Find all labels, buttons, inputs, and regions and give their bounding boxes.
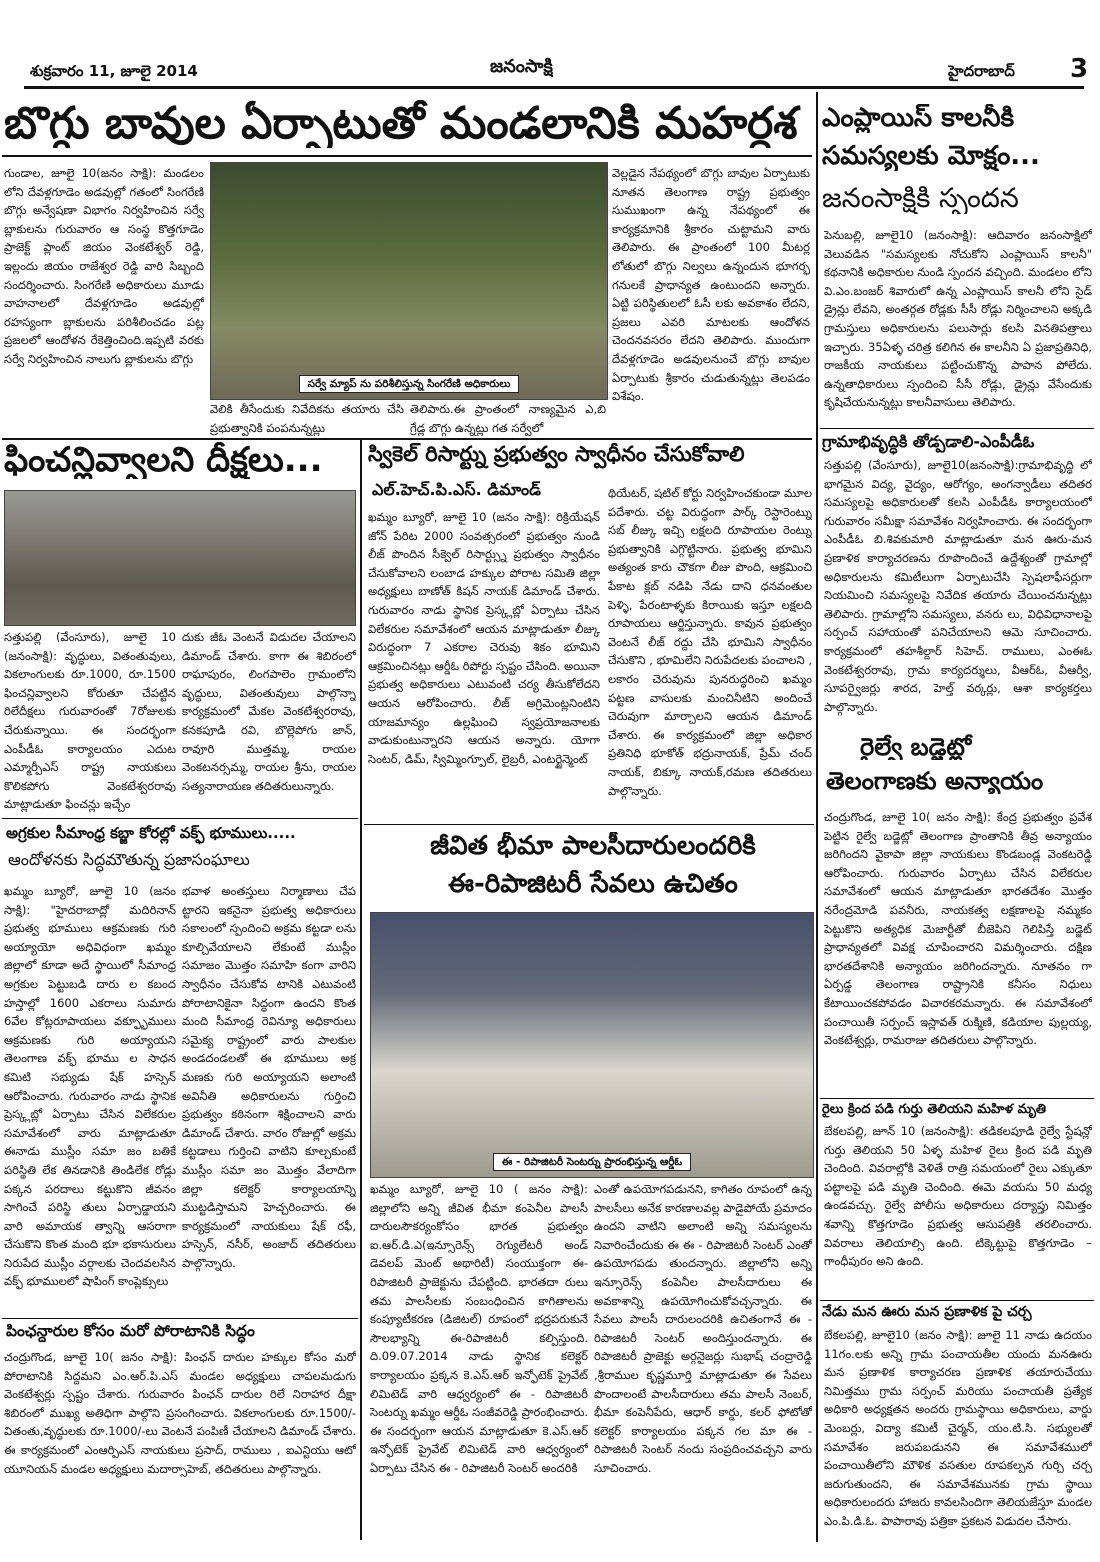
story-right3-headline-2: తెలంగాణకు అన్యాయం <box>826 768 1044 795</box>
story3-rule <box>364 824 814 825</box>
story-right1-headline-1: ఎంప్లాయిస్ కాలనీకి <box>822 104 1015 133</box>
story5-body: చంద్రుగొండ, జూలై 10( జనం సాక్షి): పింఛన్ దారుల హక్కుల కోసం మరో పోరాటానికి సిద్దమని ఎం.ఆర్.పి.ఎస్ మండల అధ్యక్షులు చాపలమడుగు వెంకటేశ్వర్లు స్పష్టం చేశారు. గురువారం పింఛన్ దారుల రిలే నిరాహార దీక్షా శిబిరంలో ముఖ్య అతిధిగా పాల్గొని ప్రసంగించారు. వికలాంగులకు రూ.1500/- వితంతు,వృద్ధులకు రూ.1000/-లు వెంటనే పంపిణీ చేయాలని డిమాండ్ చేశారు. ఈ కార్యక్రమంలో ఎంఆర్పిఎస్ నాయకులు ప్రసాద్, రాములు , ఐఎన్టియు ఆటో యూనియన్ మండల అధ్యక్షులు మదార్సాహెబ్, తదితరులు పాల్గొన్నారు. <box>4 1350 356 1476</box>
story3-column-1: ఖమ్మం బ్యూరో, జూలై 10 (జనం సాక్షి): రిక్రియేషన్ జోన్ పేరిట 2000 సంవత్సరంలో ప్రభుత్వం నుండి లీజ్ పొందిన సీక్వెల్ రిసార్ట్స్ను ప్రభుత్వం స్వాధీనం చేసుకోవాలని లంబాడ హక్కుల పోరాట సమితి జిల్లా అధ్యక్షులు బాణోత్ కిషన్ నాయక్ డిమాండ్ చేశారు. గురువారం నాడు స్థానిక ప్రెస్క్లబ్లో ఏర్పాటు చేసిన విలేకరుల సమావేశంలో ఆయన మాట్లాడుతూ లీజ్కు విరుద్ధంగా 7 ఎకరాల చెరువు శికం భూమిని ఆక్రమించినట్లు ఆర్డీఓ రిపోర్టు స్పష్టం చేసింది. అయినా ప్రభుత్వ అధికారులు ఎటువంటి చర్య తీసుకోలేదని ఆయన ఆరోపించారు. లీజ్ అగ్రిమెంట్లనింటిని యాజమాన్యం ఉల్లఘించి స్వప్రయోజనాలకు వాడుకుంటున్నారని ఆయన అన్నారు. యోగా సెంటర్, డిమ్, స్విమ్మింగ్పూల్, లైబ్రరీ, ఎంటర్టైన్మెంట్ <box>368 510 600 766</box>
story4-headline: అగ్రకుల సీమాంధ్ర కబ్జా కోరల్లో వక్ఫ్ భూములు..... <box>6 824 296 842</box>
issue-date: శుక్రవారం 11, జూలై 2014 <box>30 62 198 80</box>
story-right4-headline: రైలు క్రింద పడి గుర్తు తెలియని మహిళ మృతి <box>822 1102 1047 1117</box>
story4-column-2: భవాళ అంతస్తులు నిర్మాణాలు చేప ట్టారని ఇకనైనా ప్రభుత్వ అధికారులు సకాలంలో స్పందించి అక్రమ కట్టడా లను కూల్చివేయాలని లేకుంటే ముస్లీం సమాజం మొత్తం సమాహి కంగా వారిని స్వాధీనం చేసుకోవ టానికి ఎటువంటి పోరాటానికైనా సిద్ధంగా ఉందని కొంత మంది సీమాంధ్ర రెవిన్యూ అధికారులు సమైక్య రాష్ట్రంలో వారు పాలకుల అండదండలతో ఈ భూములు అక్ర మణకు గురి అయ్యాయని అలాంటి అవినీతి అధికారులను గుర్తించి ప్రభుత్వం కఠినంగా శిక్షించాలని వారు డిమాండ్ చేశారు. వారం రోజుల్లో అక్రమ కట్టడాలు గుర్తించి వాటిని కూల్చకుంటే ముస్లీం సమా జం మొత్తం వేలాదిగా జిల్లా కలెక్టర్ కార్యాలయాన్ని ముట్టడిస్తామని హెచ్చరించారు. ఈ కార్యక్రమంలో నాయకులు షేక్ రఫీ, హస్సెన్, నసీర్, అంజాద్ తదితరులు పాల్గొన్నారు. <box>182 884 356 1270</box>
story-right5-body: బేకలపల్లి, జూలై10 (జనం సాక్షి): జూలై 11 నాడు ఉదయం 11గం.లకు అన్ని గ్రామ పంచాయతీల యందు మనఊరు మన ప్రణాళిక కార్యాచరణ ప్రణాళిక తయారుచేయు నిమిత్తము గ్రామ సర్పంచ్ మరియు పంచాయతీ ప్రత్యేక అధికారి అధ్యక్షతన అందరు గ్రామస్థాయి అధికారులు, వార్డు మెంబర్లు, విద్యా కమిటీ చైర్మన్, యం.టి.సి. సభ్యులతో సమావేశం జరుపబడునని ఈ సమావేశములో పంచాయితీలోని మౌళిక వసతుల రూపకల్పన గుర్చి చర్చ జరుగుతుందని, ఈ సమావేశమునకు గ్రామ స్థాయి అధికారులందరు హాజరు కావలసిందిగా తెలియజేస్తూ మండల ఎం.పి.డి.ఓ. పాపారావు పత్రికా ప్రకటన విడుదల చేసారు. <box>824 1328 1092 1528</box>
story-right2-headline: గ్రామాభివృద్ధికి తోడ్పడాలి-ఎంపీడీఓ <box>822 432 1035 451</box>
story6-photo <box>370 912 814 1178</box>
story1-headline: బొగ్గు బావుల ఏర్పాటుతో మండలానికి మహర్దశ <box>4 100 798 149</box>
story6-headline-1: జీవిత భీమా పాలసీదారులందరికి <box>430 832 756 861</box>
story6-headline-2: ఈ-రిపాజిటరీ సేవలు ఉచితం <box>448 870 738 899</box>
story-right3-body: చంద్రుగొండ, జూలై 10( జనం సాక్షి): కేంద్ర ప్రభుత్వం ప్రవేశ పెట్టిన రైల్వే బడ్జెట్లో తెలంగాణ ప్రాంతానికి తీవ్ర అన్యాయం జరిగిందని వైకాపా జిల్లా నాయకులు కొండబండ్ల వెంకటరెడ్డి ఆరోపించారు. గురువారం ఏర్పాటు చేసిన విలేకరుల సమావేశంలో ఆయన మాట్లాడుతూ భారతదేశం మొత్తం నరేంద్రమోడి పవనీరు, నాయకత్వ లక్షణాలపై నమ్మకం పెట్టుకొని అత్యధిక మెజార్టీతో బీజెపిని గెలిపిస్తే బడ్జెట్ ప్రాధాన్యతలో వివక్ష చూపించారని విమర్శించారు. దక్షిణ భారతదేశానికి అన్యాయం జరిగిందన్నారు. నూతనం గా ఏర్పడ్డ తెలంగాణ రాష్ట్రానికి కనీసం నిధులు కేటాయించకపోవడం విచారకరమన్నారు. ఈ సమావేశంలో పంచాయితీ సర్పంచ్ ఇస్లావత్ రుక్మిణి, కడియాల పుల్లయ్య, వెంకటేశ్వర్లు, రామరాజు తదితరులు పాల్గొన్నారు. <box>824 810 1092 1048</box>
story-right4-body: బేకలపల్లి, జూన్ 10 (జనంసాక్షి): తడికలపూడి రైల్వే స్టేషన్లో గుర్తు తెలియని 50 ఏళ్ళ మహిళ రైలు క్రింద పడి మృతి చెందింది. వివరాల్లోకి వెళితే రాత్రి సమయంలో రైలు ఎక్కుతూ పట్టాలపై పడి మృతి చెందింది. ఈమె వయసు 50 మధ్య ఉండవచ్చు. రైల్వే పోలీసు అధికారులు దర్యాప్తు నిమిత్తం శవాన్ని కొత్తగూడెం ప్రభుత్వ ఆసుపత్రికి తరలించారు. వివరాలు తెలియాల్సి ఉంది. టిక్కెట్టుపై కొత్తగూడెం – గాంధీపురం అని ఉంది. <box>824 1124 1092 1269</box>
right-column-divider <box>816 92 818 1542</box>
story1-column-1: గుండాల, జూలై 10(జనం సాక్షి): మండలం లోని దేవళ్లగూడెం అడవుల్లో గతంలో సింగరేణి బొగ్గు అన్వేషణా విభాగం నిర్వహించిన సర్వే బ్లాకులను గురువారం ఆ సంస్థ కొత్తగూడెం ప్రాజెక్ట్ ప్లాంట్ జియం వెంకటేశ్వర్ రెడ్డి, ఇల్లందు జియం రాజేశ్వర రెడ్డి వారి సిబ్బంది సందర్శించారు. సింగరేణి అధికారులు మూడు వాహనాలలో దేవళ్లగూడెం అడవుల్లో రహస్యంగా బ్లాకులను పరిశీలించడం పట్ల ప్రజలలో ఆందోళన రేకెత్తించింది.ఇప్పటి వరకు సర్వే నిర్వహించిన నాలుగు బ్లాకులను బొగ్గు <box>4 166 204 366</box>
story1-below-photo-b: తెలిపారు.ఈ ప్రాంతంలో నాణ్యమైన ఎ,బి గ్రేడ్ల బొగ్గు ఉన్నట్లు గత సర్వేలో <box>410 402 606 435</box>
story1-photo-caption: సర్వే మ్యాప్ ను పరిశీలిస్తున్న సింగరేణి అధికారులు <box>299 375 520 393</box>
story4-rule <box>2 1318 358 1319</box>
story-right3-headline-1: రైల్వే బడ్జెట్లో <box>860 734 972 761</box>
story-right1-headline-2: సమస్యలకు మోక్షం... <box>822 142 1040 171</box>
story1-bottom-rule <box>2 438 812 440</box>
story6-photo-caption: ఈ - రిపాజిటరీ సెంటర్ను ప్రారంభిస్తున్న ఆర్డీఓ <box>493 1153 691 1171</box>
story2-column-2: దుకు జీఓ వెంటనే విడుదల చేయాలని డిమాండ్ చేశారు. కాగా ఈ శిబిరంలో రాఘాపురం, లింగపాలెం గ్రామంలోని వృద్ధులు, వితంతువులు పాల్గొన్నా కార్యక్రమంలో మేకల వెంకటేశ్వరరావు, కనకపూడి రవి, బొల్లెపోగు జాన్, రావూరి ముత్తమ్మ, రాయల వెంకటనర్సమ్మ, రాయల శ్రీను, రాయల సత్యనారాయణ తదితరులున్నారు. <box>182 630 356 793</box>
header-rule <box>24 86 1084 89</box>
story-right1-headline-3: జనంసాక్షికి స్పందన <box>822 184 1019 214</box>
newspaper-logo: జనంసాక్షి <box>490 56 553 77</box>
story3-column-2: థియేటర్, షటిల్ కోర్టు నిర్వహించకుండా మూల పదేశారు. చట్ట విరుద్ధంగా పార్క్ రెస్టారెంట్ను సబ్ లీజ్కు ఇచ్చి లక్షలది రూపాయల రెంట్ను ప్రభుత్వానికి ఎగ్గొట్టినారు. ప్రభుత్వ భూమిని అత్యంత కారు చౌకగా లీజు పొంది, ఆక్రమించి పేకాట క్లబ్ నడిపి నేడు దాని ధనవంతుల పెళ్ళి, పేరంటాళ్ళకు కిరాయికు ఇస్తూ లక్షలది రూపాయలు ఆర్జిస్తున్నారు. కావున ప్రభుత్వం వెంటనే లీజ్ రద్దు చేసి భూమిని స్వాధీనం చేసుకొని , భూమిలేని నిరుపేదలకు పంచాలని , లకారం చెరువును పునరుద్ధరించి ఖమ్మం పట్టణ వాసులకు మంచినీటిని అందించే చెరువుగా మార్చాలని ఆయన డిమాండ్ చేశారు. ఈ కార్యక్రమంలో జిల్లా అధికార ప్రతినిధి భూకోత్ భద్రునాయక్, ప్రేమ్ చంద్ నాయక్, బిక్కూ నాయక్,రమణ తదితరులు పాల్గొన్నారు. <box>608 486 812 798</box>
story1-below-photo-a: వెలికి తీసేందుకు నివేదికను తయారు చేసి ప్రభుత్వానికి పంపనున్నట్లు <box>210 402 404 435</box>
story-right5-headline: నేడు మన ఊరు మన ప్రణాళిక పై చర్చ <box>822 1304 1032 1320</box>
story6-column-2: ఎంతో ఉపయోగపడునని, కాగితం రూపంలో ఉన్న పాలసీలు అనేక కారణాలవల్ల పాడైపోయే ప్రమాదం ఉందని వాటిని అలాంటి అన్ని సమస్యలను నివారించేందుకు ఈ ఈ - రిపాజిటరీ సెంటర్ ఎంతో ఉపయోగపడు తుందన్నారు. జిల్లాలోని అన్ని ఇన్సూరెన్స్ కంపెనీల పాలసీదారులు ఈ అవకాశాన్ని ఉపయోగించుకోవచ్చన్నారు. ఈ సేవలు పాలసీ దారులందరికి ఉచితంగానే ఈ - రిపాజిటరీ సెంటర్ అందిస్తుందన్నారు. ఈ రిపాజిటరీ ప్రాజెక్టు అర్గనైజర్లు సుభాష్ చంద్రారెడ్డి ,శ్రీరాముల కృష్ణమూర్తి మాట్లాడుతూ ఈ సేవలు పొందాలంటే పాలసీదారులు తమ పాలసీ నెంబర్, భీమా కంపెనీపేరు, ఆధార్ కార్డు, కలర్ ఫోటోతో కలెక్టర్ కార్యాలయం పక్కన గల మా ఈ - రిపాజిటరీ సెంటర్ నందు సంప్రదించవచ్చని వారు సూచించారు. <box>594 1182 812 1475</box>
story1-underline <box>2 155 812 157</box>
story2-headline: ఫించన్లివ్వాలని దీక్షలు... <box>4 442 323 480</box>
story2-rule <box>2 818 358 819</box>
story-right1-rule <box>820 428 1094 429</box>
story6-column-1: ఖమ్మం బ్యూరో, జూలై 10 ( జనం సాక్షి): జిల్లాలోని అన్ని జీవిత భీమా కంపెనీల పాలసీ దారులసౌకర్యంకోసం భారత ప్రభుత్వం ఐ.ఆర్.డి.ఎ(ఇన్సూరెన్స్ రెగ్యులేటరీ అండ్ డెవలప్ మెంట్ అథారిటీ) సంయుక్తంగా ఈ-రిపాజిటరీ ప్రాజెక్టును చేపట్టింది. భారతదా రులు తమ పాలసీలకు సంబంధించిన కాగితాలను కంప్యూటీకరణ (డిజిటల్) రూపంలో భద్రపరుకునే సౌలభ్యాన్ని ఈ-రిపాజిటరీ కల్పిస్తుంది. ది.09.07.2014 నాడు స్థానిక కలెక్టర్ కార్యాలయం ప్రక్కన కె.ఎస్.ఆర్ ఇన్ఫోటెక్ ప్రైవేట్ లిమిటెడ్ వారి ఆధ్వర్యంలో ఈ - రిపాజిటరీ సెంటర్ను ఖమ్మం ఆర్డీఓ సంజీవరెడ్డి ప్రారంభించారు. ఈ సందర్భంగా ఆయన మాట్లాడుతూ కె.ఎస్.ఆర్ ఇన్ఫోటెక్ ప్రైవేట్ లిమిటెడ్ వారి ఆధ్వర్యంలో ఏర్పాటు చేసిన ఈ - రిపాజిటరీ సెంటర్ అందరికి <box>370 1182 588 1475</box>
edition-city: హైదరాబాద్ <box>948 62 1015 80</box>
story-right3-rule <box>820 1098 1094 1099</box>
story3-subhead: ఎల్.హెచ్.పి.ఎస్. డిమాండ్ <box>372 480 541 499</box>
story1-photo <box>210 162 608 400</box>
story-right2-body: సత్తుపల్లి (వేంసూరు), జూలై10(జనంసాక్షి):గ్రామాభివృద్ధి లో భాగమైన విద్య, వైద్యం, ఆరోగ్యం, అంగన్వాడీలు తదితర సమస్యలపై అధికారులతో కలసి ఎంపీడీఓ కార్యాలయంలో గురువారం సమీక్షా సమావేశం నిర్వహించారు. ఈ సందర్భంగా ఎంపీడీఓ బి.శివకుమారి మాట్లాడుతూ మన ఊరు-మన ప్రణాళిక కార్యాచరణను రూపొందించే ఉద్దేశ్యంతో గ్రామాల్లో అధికారులను కమిటీలుగా ఏర్పాటుచేసి స్పెషలాఫీసర్లుగా నియమించి సమస్యలపై నివేదిక తయారు చేయించనున్నట్లు తెలిపారు. గ్రామాల్లోని సమస్యలు, వనరు లు, విధివిధానాలపై సర్పంచ్ సహాయంతో పనిచేయాలని ఆమె సూచించారు. కార్యక్రమంలో తహశీల్దార్ సిహెచ్. రాములు, ఎంఈఓ వెంకటేశ్వరరావు, గ్రామ కార్యదర్శులు, వీఆర్ఓ, వీఆర్వీ, సూపర్వైజర్లు శారద, హెల్త్ వర్కర్లు, ఆశా కార్యకర్తలు పాల్గొన్నారు. <box>824 458 1092 714</box>
story4-subhead: ఆందోళనకు సిద్ధమౌతున్న ప్రజాసంఘాలు <box>8 850 250 869</box>
story-right1-body: పెనుబల్లి, జూలై10 (జనంసాక్షి): ఆదివారం జనంసాక్షిలో వెలువడిన "సమస్యలకు నోచుకోని ఎంప్లాయిస్ కాలనీ" కథనానికి అధికారుల నుండి స్పందన వచ్చింది. మండలం లోని వి.ఎం.బంజర్ శివారులో ఉన్న ఎంప్లాయిస్ కాలనీ లోని సైడ్ డ్రైన్లు లేవని, అంతర్గత రోడ్లకు సీసీ రోడ్లు నిర్మించాలని అక్కడి గ్రామస్తులు అధికారులను పలుసార్లు కలసి వినతిపత్రాలు ఇచ్చారు. 35ఏళ్ళ చరిత్ర కలిగిన ఈ కాలనీని ఏ ప్రజాప్రతినిధి, రాజకీయ నాయకులు పట్టించుకొన్న పాపాన పోలేదు. ఉన్నతాధికారులు స్పందించి సీసీ రోడ్లు, డ్రైన్లు వేసేందుకు కృషిచేయనున్నట్లు కాలనీవాసులు తెలిపారు. <box>824 228 1092 410</box>
story2-column-1: సత్తుపల్లి (వేంసూరు), జూలై 10 (జనంసాక్షి): వృద్ధులు, వితంతువులు, వికలాంగులకు రూ.1000, రూ.1500 ఫించన్లివ్వాలని కోరుతూ చేపట్టిన రిలేదీక్షలు గురువారంతో 7రోజులకు చేరుకున్నాయి. ఈ సందర్భంగా ఎంపీడీఓ కార్యాలయం ఎదుట ఎమ్మార్పీఎస్ రాష్ట్ర నాయకులు కొలికపోగు వెంకటేశ్వరరావు మాట్లాడుతూ ఫించన్లు ఇచ్చేం <box>4 630 176 812</box>
page-number: 3 <box>1070 54 1089 84</box>
story3-headline: స్వికెల్ రిసార్ట్ను ప్రభుత్వం స్వాధీనం చేసుకోవాలి <box>368 442 745 466</box>
story5-headline: పింఛన్దారుల కోసం మరో పోరాటానికి సిద్ధం <box>6 1322 255 1340</box>
story4-column-1: ఖమ్మం బ్యూరో, జూలై 10 (జనం సాక్షి): "హైదరాబాద్లో మదిరినాన్ ప్రభుత్వ భూములు ఆక్రమణకు గురి అయ్యాయో అధివిధంగా ఖమ్మం జిల్లాలో కూడా అదే స్థాయిలో సీమాంధ్ర అగ్రకుల పెట్టుబడి దారు ల కబంద హస్తాల్లో 1600 ఎకరాలు సుమారు 6వేల కోట్లరూపాయలు వక్ఫ్భూములు ఆక్రమణకు గురి అయ్యాయని తెలంగాణ వక్ఫ్ భూము ల సాధన కమిటి సభ్యుడు షేక్ హస్సెన్ ఆరోపించారు. గురువారం నాడు స్థానిక ప్రెస్క్లబ్లో ఏర్పాటు చేసిన విలేకరుల సమావేశంలో వారు మాట్లాడుతూ ఈనాడు ముస్లీం సమా జం బతికే పరిస్థితి లేక తినడానికి తిండిలేక రోడ్లు పక్కన పరదాలు కట్టుకొని జీవనం సాగించే పరిస్థి తులు ఏర్పాడ్డాయని వారి అమాయక త్వాన్ని ఆసరాగా చేసుకొని కొంత మంది భూ భకాసురులు నిరుపేద ముస్లీం వర్గాలకు చెందవలసిన వక్ఫ్ భూములలో షాపింగ్ కాంప్లెక్సులు <box>4 884 176 1289</box>
story-right4-rule <box>820 1300 1094 1301</box>
left-column-divider <box>360 440 362 1540</box>
story2-photo <box>4 490 356 626</box>
story1-column-3: వెల్లడైన నేపథ్యంలో బొగ్గు బావుల ఏర్పాటుకు నూతన తెలంగాణ రాష్ట్ర ప్రభుత్వం సుముఖంగా ఉన్న నేపథ్యంలో ఈ కార్యక్రమానికి శ్రీకారం చుట్టామని వారు తెలిపారు. ఈ ప్రాంతంలో 100 మీటర్ల లోతులో బొగ్గు నిల్వలు ఉన్నందున భూగర్భ గనులకే ప్రాధాన్యత ఉంటుందని అన్నారు. ఏట్టి పరిస్థితులలో ఓసీ లకు అవకాశం లేదని, ప్రజలు ఎవరి మాటలకు ఆందోళన చెందనవసరం లేదని తెలిపారు. ముందుగా దేవళ్లగూడెం అడవులనుంచే బొగ్గు బావుల ఏర్పాటుకు శ్రీకారం చుడుతున్నట్లు తెలపడం విశేషం. <box>612 166 810 404</box>
